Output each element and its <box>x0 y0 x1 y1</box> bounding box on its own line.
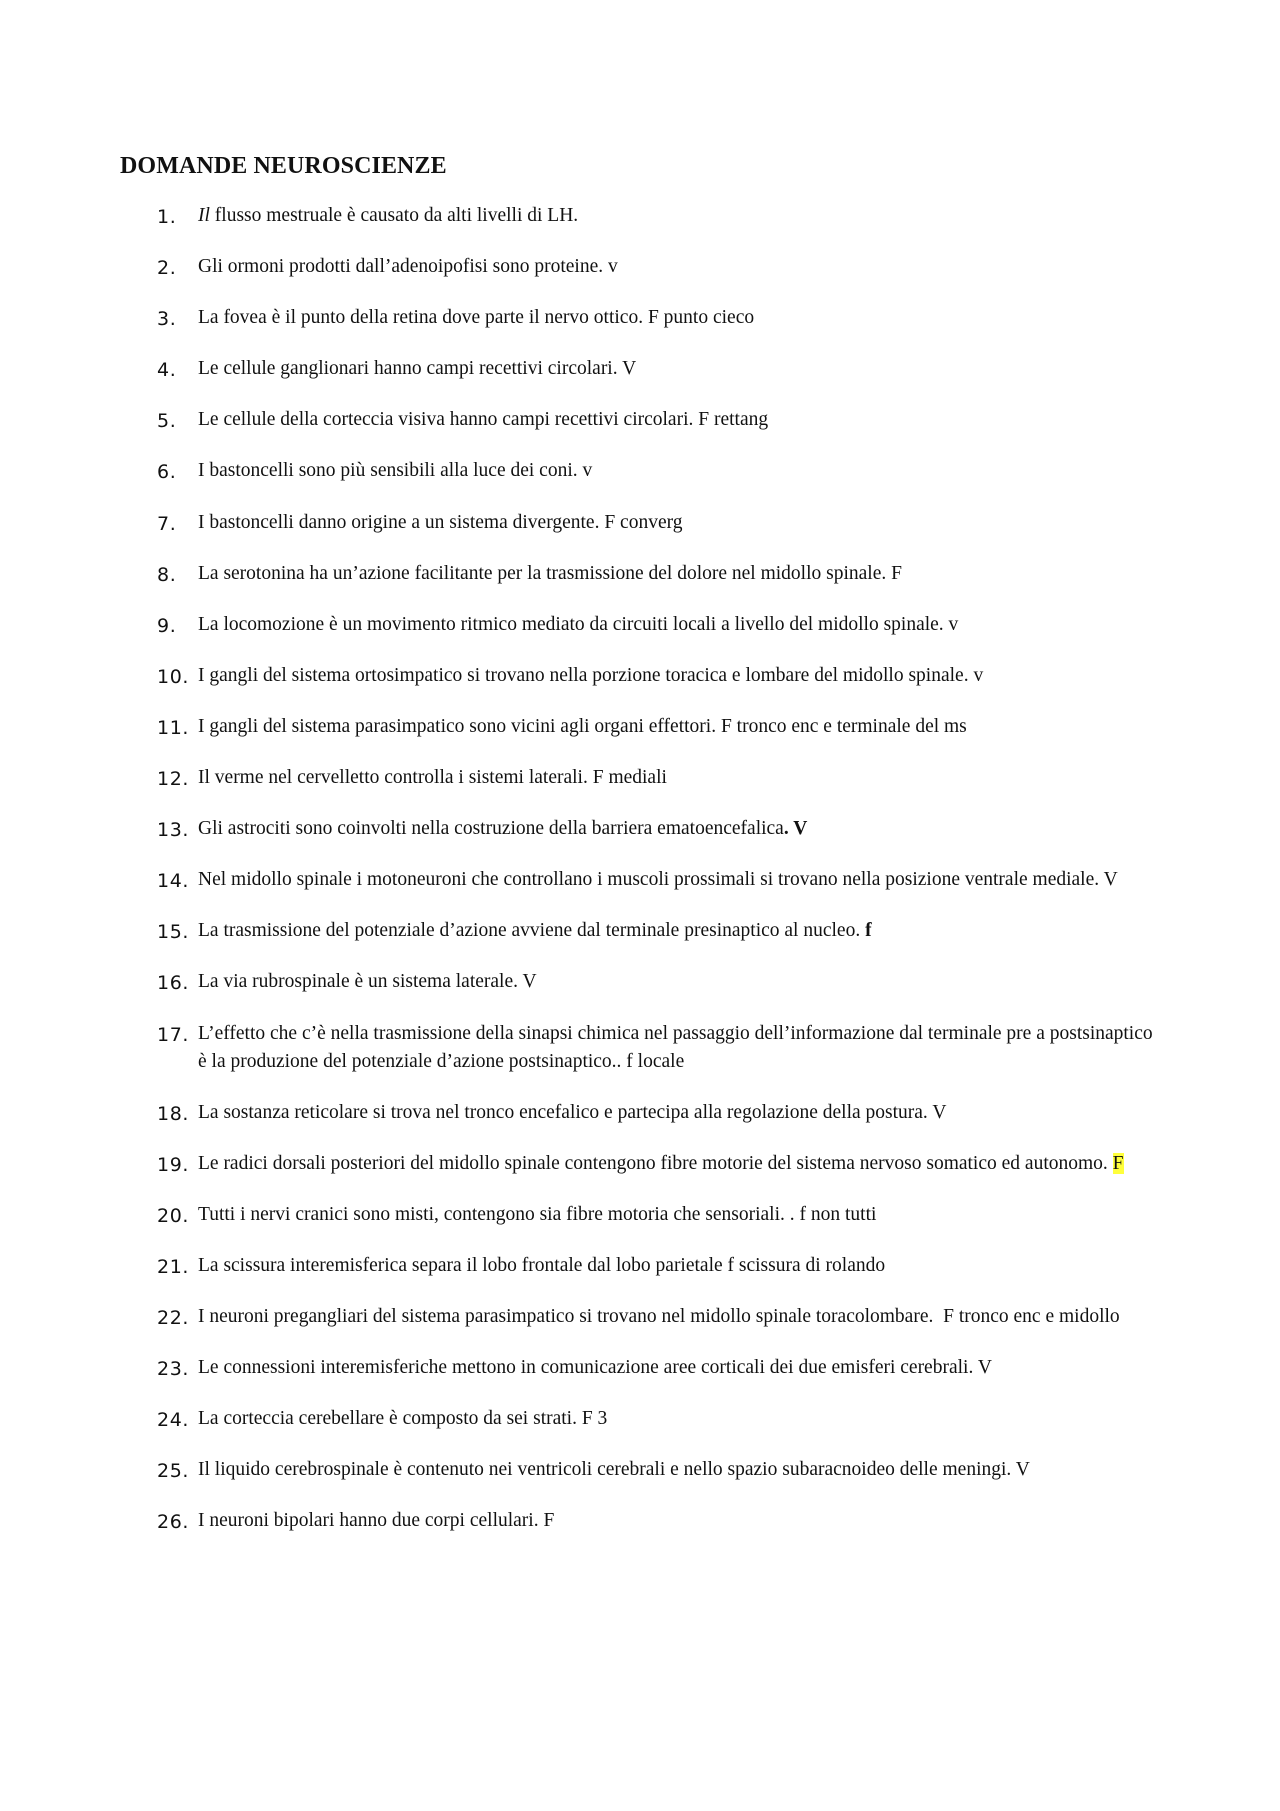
question-item <box>120 866 1160 894</box>
question-number: 6. <box>157 461 177 484</box>
question-item <box>120 713 1160 741</box>
question-number: 12. <box>157 768 190 791</box>
question-number: 7. <box>157 512 177 535</box>
question-number: 5. <box>157 410 177 433</box>
highlighted-answer: F <box>1112 1152 1124 1174</box>
question-number: 11. <box>157 716 190 739</box>
question-item <box>120 253 1160 281</box>
question-number: 24. <box>157 1409 190 1432</box>
question-text: I neuroni pregangliari del sistema parasimpatico si trovano nel midollo spinale toracolombare. F tronco enc e midollo <box>198 1305 1120 1327</box>
question-text: L’effetto che c’è nella trasmissione della sinapsi chimica nel passaggio dell’informazione dal terminale pre a postsinaptico è la produzione del potenziale d’azione postsinaptico.. f locale <box>198 1022 1153 1072</box>
question-text: Le connessioni interemisferiche mettono in comunicazione aree corticali dei due emisferi cerebrali. V <box>198 1357 992 1379</box>
question-list <box>120 202 1160 1558</box>
question-number: 20. <box>157 1204 190 1227</box>
question-item <box>120 355 1160 383</box>
question-number: 26. <box>157 1511 190 1534</box>
question-item <box>120 1252 1160 1280</box>
question-number: 13. <box>157 819 190 842</box>
question-number: 21. <box>157 1255 190 1278</box>
question-text: La trasmissione del potenziale d’azione avviene dal terminale presinaptico al nucleo. <box>198 920 866 942</box>
question-item <box>120 304 1160 332</box>
question-item <box>120 1405 1160 1433</box>
question-text: La scissura interemisferica separa il lobo frontale dal lobo parietale f scissura di rolando <box>198 1254 886 1276</box>
question-answer: f <box>865 920 872 942</box>
question-number: 18. <box>157 1102 190 1125</box>
question-item <box>120 1099 1160 1127</box>
question-number: 9. <box>157 614 177 637</box>
question-item <box>120 457 1160 485</box>
question-number: 2. <box>157 257 177 280</box>
question-text: Le radici dorsali posteriori del midollo spinale contengono fibre motorie del sistema nervoso somatico ed autonomo. <box>198 1152 1113 1174</box>
question-item <box>120 611 1160 639</box>
question-number: 4. <box>157 359 177 382</box>
question-item <box>120 917 1160 945</box>
question-answer: . V <box>783 818 808 840</box>
question-text: La corteccia cerebellare è composto da sei strati. F 3 <box>198 1408 608 1430</box>
question-item <box>120 560 1160 588</box>
question-number: 3. <box>157 308 177 331</box>
question-number: 15. <box>157 921 190 944</box>
question-text: La locomozione è un movimento ritmico mediato da circuiti locali a livello del midollo spinale. v <box>198 613 959 635</box>
document-title: DOMANDE NEUROSCIENZE <box>120 153 447 179</box>
question-text: flusso mestruale è causato da alti livelli di LH. <box>209 205 579 226</box>
question-text: Le cellule ganglionari hanno campi recettivi circolari. V <box>198 358 637 380</box>
question-number: 16. <box>157 972 190 995</box>
question-item <box>120 662 1160 690</box>
question-item <box>120 202 1160 230</box>
question-item <box>120 968 1160 996</box>
question-item <box>120 1354 1160 1382</box>
question-item <box>120 764 1160 792</box>
question-number: 22. <box>157 1306 190 1329</box>
question-lead-italic: Il <box>198 205 210 226</box>
question-text: Gli ormoni prodotti dall’adenoipofisi sono proteine. v <box>198 256 618 278</box>
question-number: 14. <box>157 870 190 893</box>
question-number: 8. <box>157 563 177 586</box>
question-number: 19. <box>157 1153 190 1176</box>
question-number: 17. <box>157 1023 190 1046</box>
question-item <box>120 1201 1160 1229</box>
question-item <box>120 1303 1160 1331</box>
question-text: La sostanza reticolare si trova nel tronco encefalico e partecipa alla regolazione della postura. V <box>198 1101 947 1123</box>
question-text: Gli astrociti sono coinvolti nella costruzione della barriera ematoencefalica <box>198 818 784 840</box>
question-item <box>120 1020 1160 1076</box>
question-text: La via rubrospinale è un sistema laterale. V <box>198 971 537 993</box>
question-item <box>120 406 1160 434</box>
question-text: Nel midollo spinale i motoneuroni che controllano i muscoli prossimali si trovano nella posizione ventrale mediale. V <box>198 869 1118 891</box>
question-text: La fovea è il punto della retina dove parte il nervo ottico. F punto cieco <box>198 307 755 329</box>
question-number: 25. <box>157 1460 190 1483</box>
question-text: I bastoncelli danno origine a un sistema divergente. F converg <box>198 511 683 533</box>
question-item <box>120 509 1160 537</box>
question-text: I neuroni bipolari hanno due corpi cellulari. F <box>198 1510 555 1532</box>
question-text: I bastoncelli sono più sensibili alla luce dei coni. v <box>198 460 593 482</box>
question-text: I gangli del sistema parasimpatico sono vicini agli organi effettori. F tronco enc e terminale del ms <box>198 715 967 737</box>
question-text: Le cellule della corteccia visiva hanno campi recettivi circolari. F rettang <box>198 409 769 431</box>
question-item <box>120 1507 1160 1535</box>
question-number: 1. <box>157 206 177 228</box>
question-text: I gangli del sistema ortosimpatico si trovano nella porzione toracica e lombare del midollo spinale. v <box>198 664 984 686</box>
question-text: Il verme nel cervelletto controlla i sistemi laterali. F mediali <box>198 767 667 789</box>
question-text: Il liquido cerebrospinale è contenuto nei ventricoli cerebrali e nello spazio subaracnoideo delle meningi. V <box>198 1459 1030 1481</box>
question-number: 23. <box>157 1358 190 1381</box>
question-item <box>120 815 1160 843</box>
question-text: Tutti i nervi cranici sono misti, contengono sia fibre motoria che sensoriali. . f non tutti <box>198 1203 877 1225</box>
question-item <box>120 1456 1160 1484</box>
question-number: 10. <box>157 665 190 688</box>
question-text: La serotonina ha un’azione facilitante per la trasmissione del dolore nel midollo spinale. F <box>198 562 902 584</box>
question-item <box>120 1150 1160 1178</box>
